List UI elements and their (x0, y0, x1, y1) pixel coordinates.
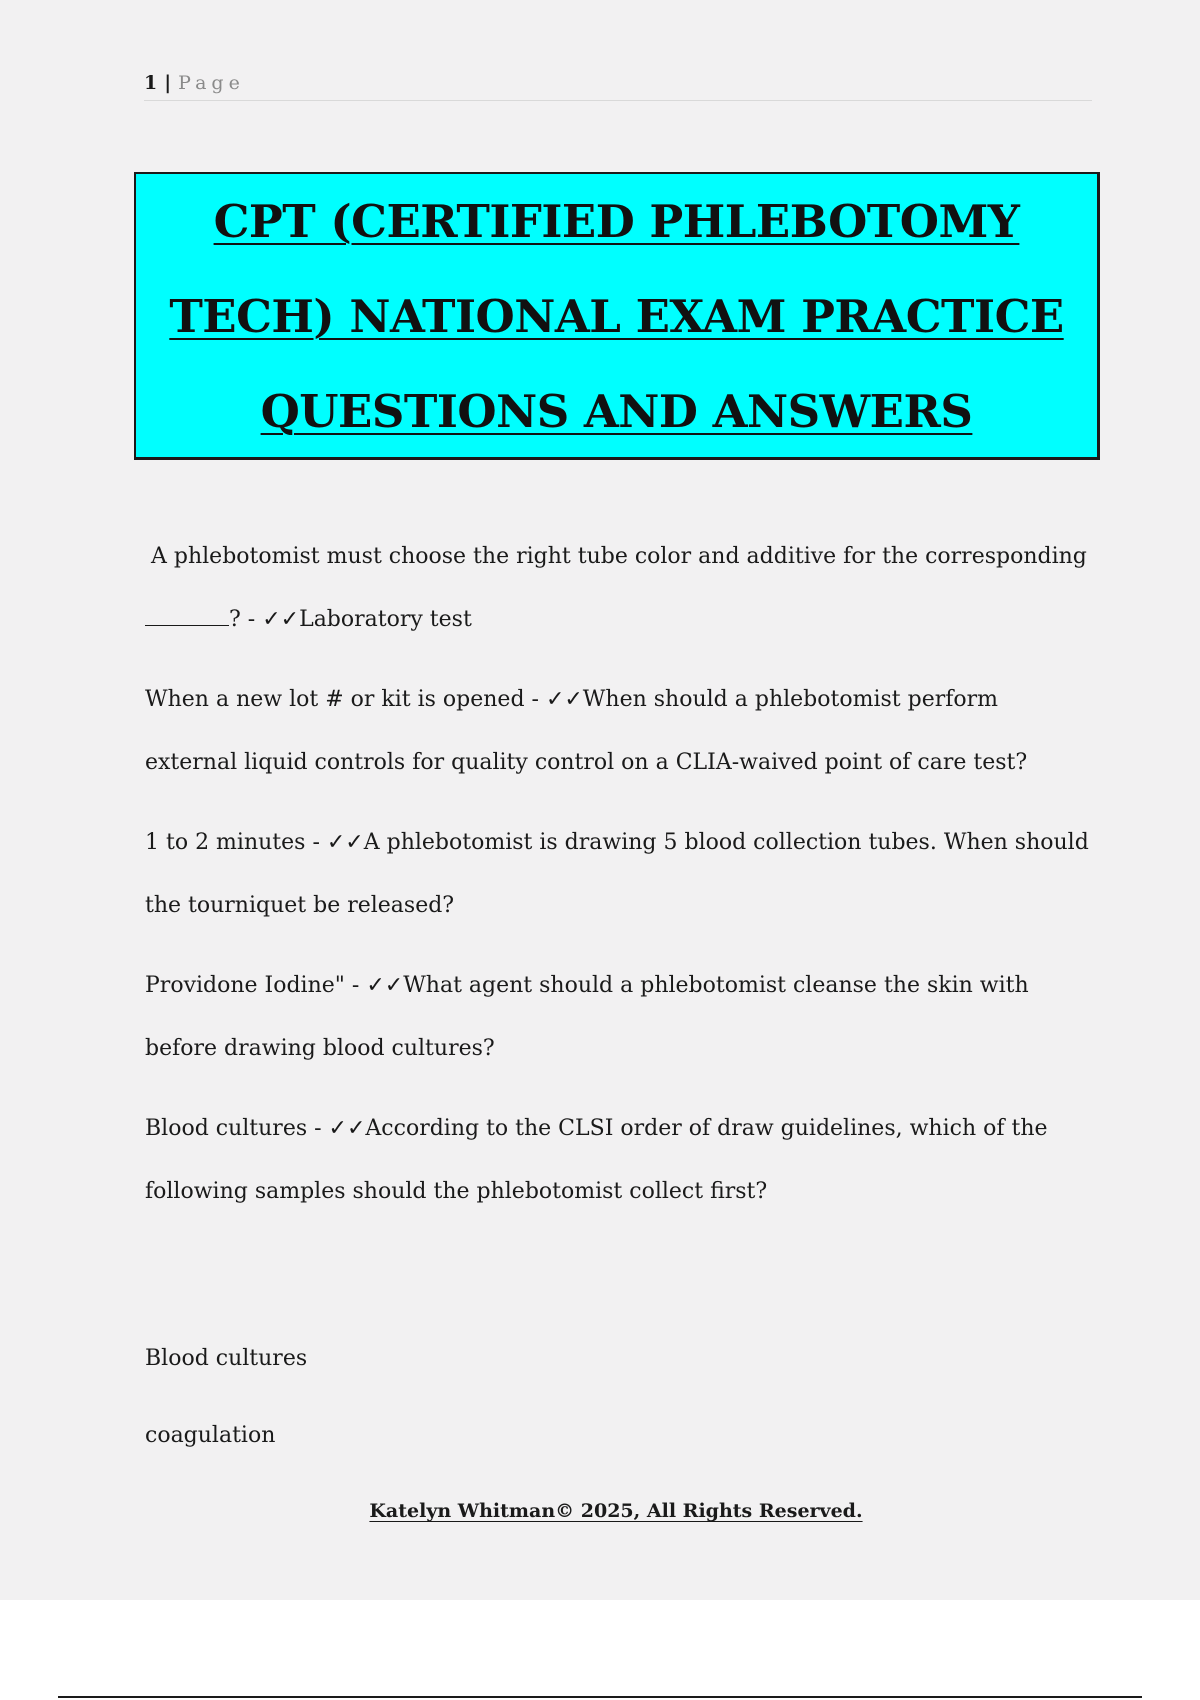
title-line-2-text: TECH) NATIONAL EXAM PRACTICE (169, 290, 1064, 343)
answer-list (145, 1320, 307, 1474)
page-footer (0, 1500, 1200, 1522)
qa-item-2: When a new lot # or kit is opened - ✓✓When should a phlebotomist perform external liquid controls for quality control on a CLIA-waived point of care test? (145, 687, 1028, 775)
copyright-notice: Katelyn Whitman© 2025, All Rights Reserved. (369, 1500, 863, 1522)
qa-item-1-question: A phlebotomist must choose the right tube color and additive for the corresponding (151, 544, 1087, 569)
title-line-3-text: QUESTIONS AND ANSWERS (260, 385, 973, 438)
title-line-1-text: CPT (CERTIFIED PHLEBOTOMY (213, 195, 1020, 248)
title-line-1 (136, 174, 1097, 269)
fill-in-blank (145, 607, 229, 626)
qa-item-3: 1 to 2 minutes - ✓✓A phlebotomist is drawing 5 blood collection tubes. When should the tourniquet be released? (145, 830, 1089, 918)
qa-item-5: Blood cultures - ✓✓According to the CLSI order of draw guidelines, which of the following samples should the phlebotomist collect first? (145, 1116, 1048, 1204)
bottom-divider (58, 1696, 1142, 1698)
answer-item-1: Blood cultures (145, 1346, 308, 1371)
qa-item-1 (145, 525, 1095, 651)
title-line-3 (136, 364, 1097, 459)
page-separator: | (164, 72, 173, 94)
page-number: 1 (144, 72, 159, 94)
answer-item-2: coagulation (145, 1423, 276, 1448)
title-box (134, 172, 1100, 460)
qa-item-4: Providone Iodine" - ✓✓What agent should a phlebotomist cleanse the skin with before drawing blood cultures? (145, 973, 1029, 1061)
page-word: Page (178, 72, 245, 94)
page-header (144, 72, 1092, 101)
qa-content (145, 525, 1095, 1240)
title-line-2 (136, 269, 1097, 364)
qa-item-1-answer: ? - ✓✓Laboratory test (229, 607, 472, 632)
